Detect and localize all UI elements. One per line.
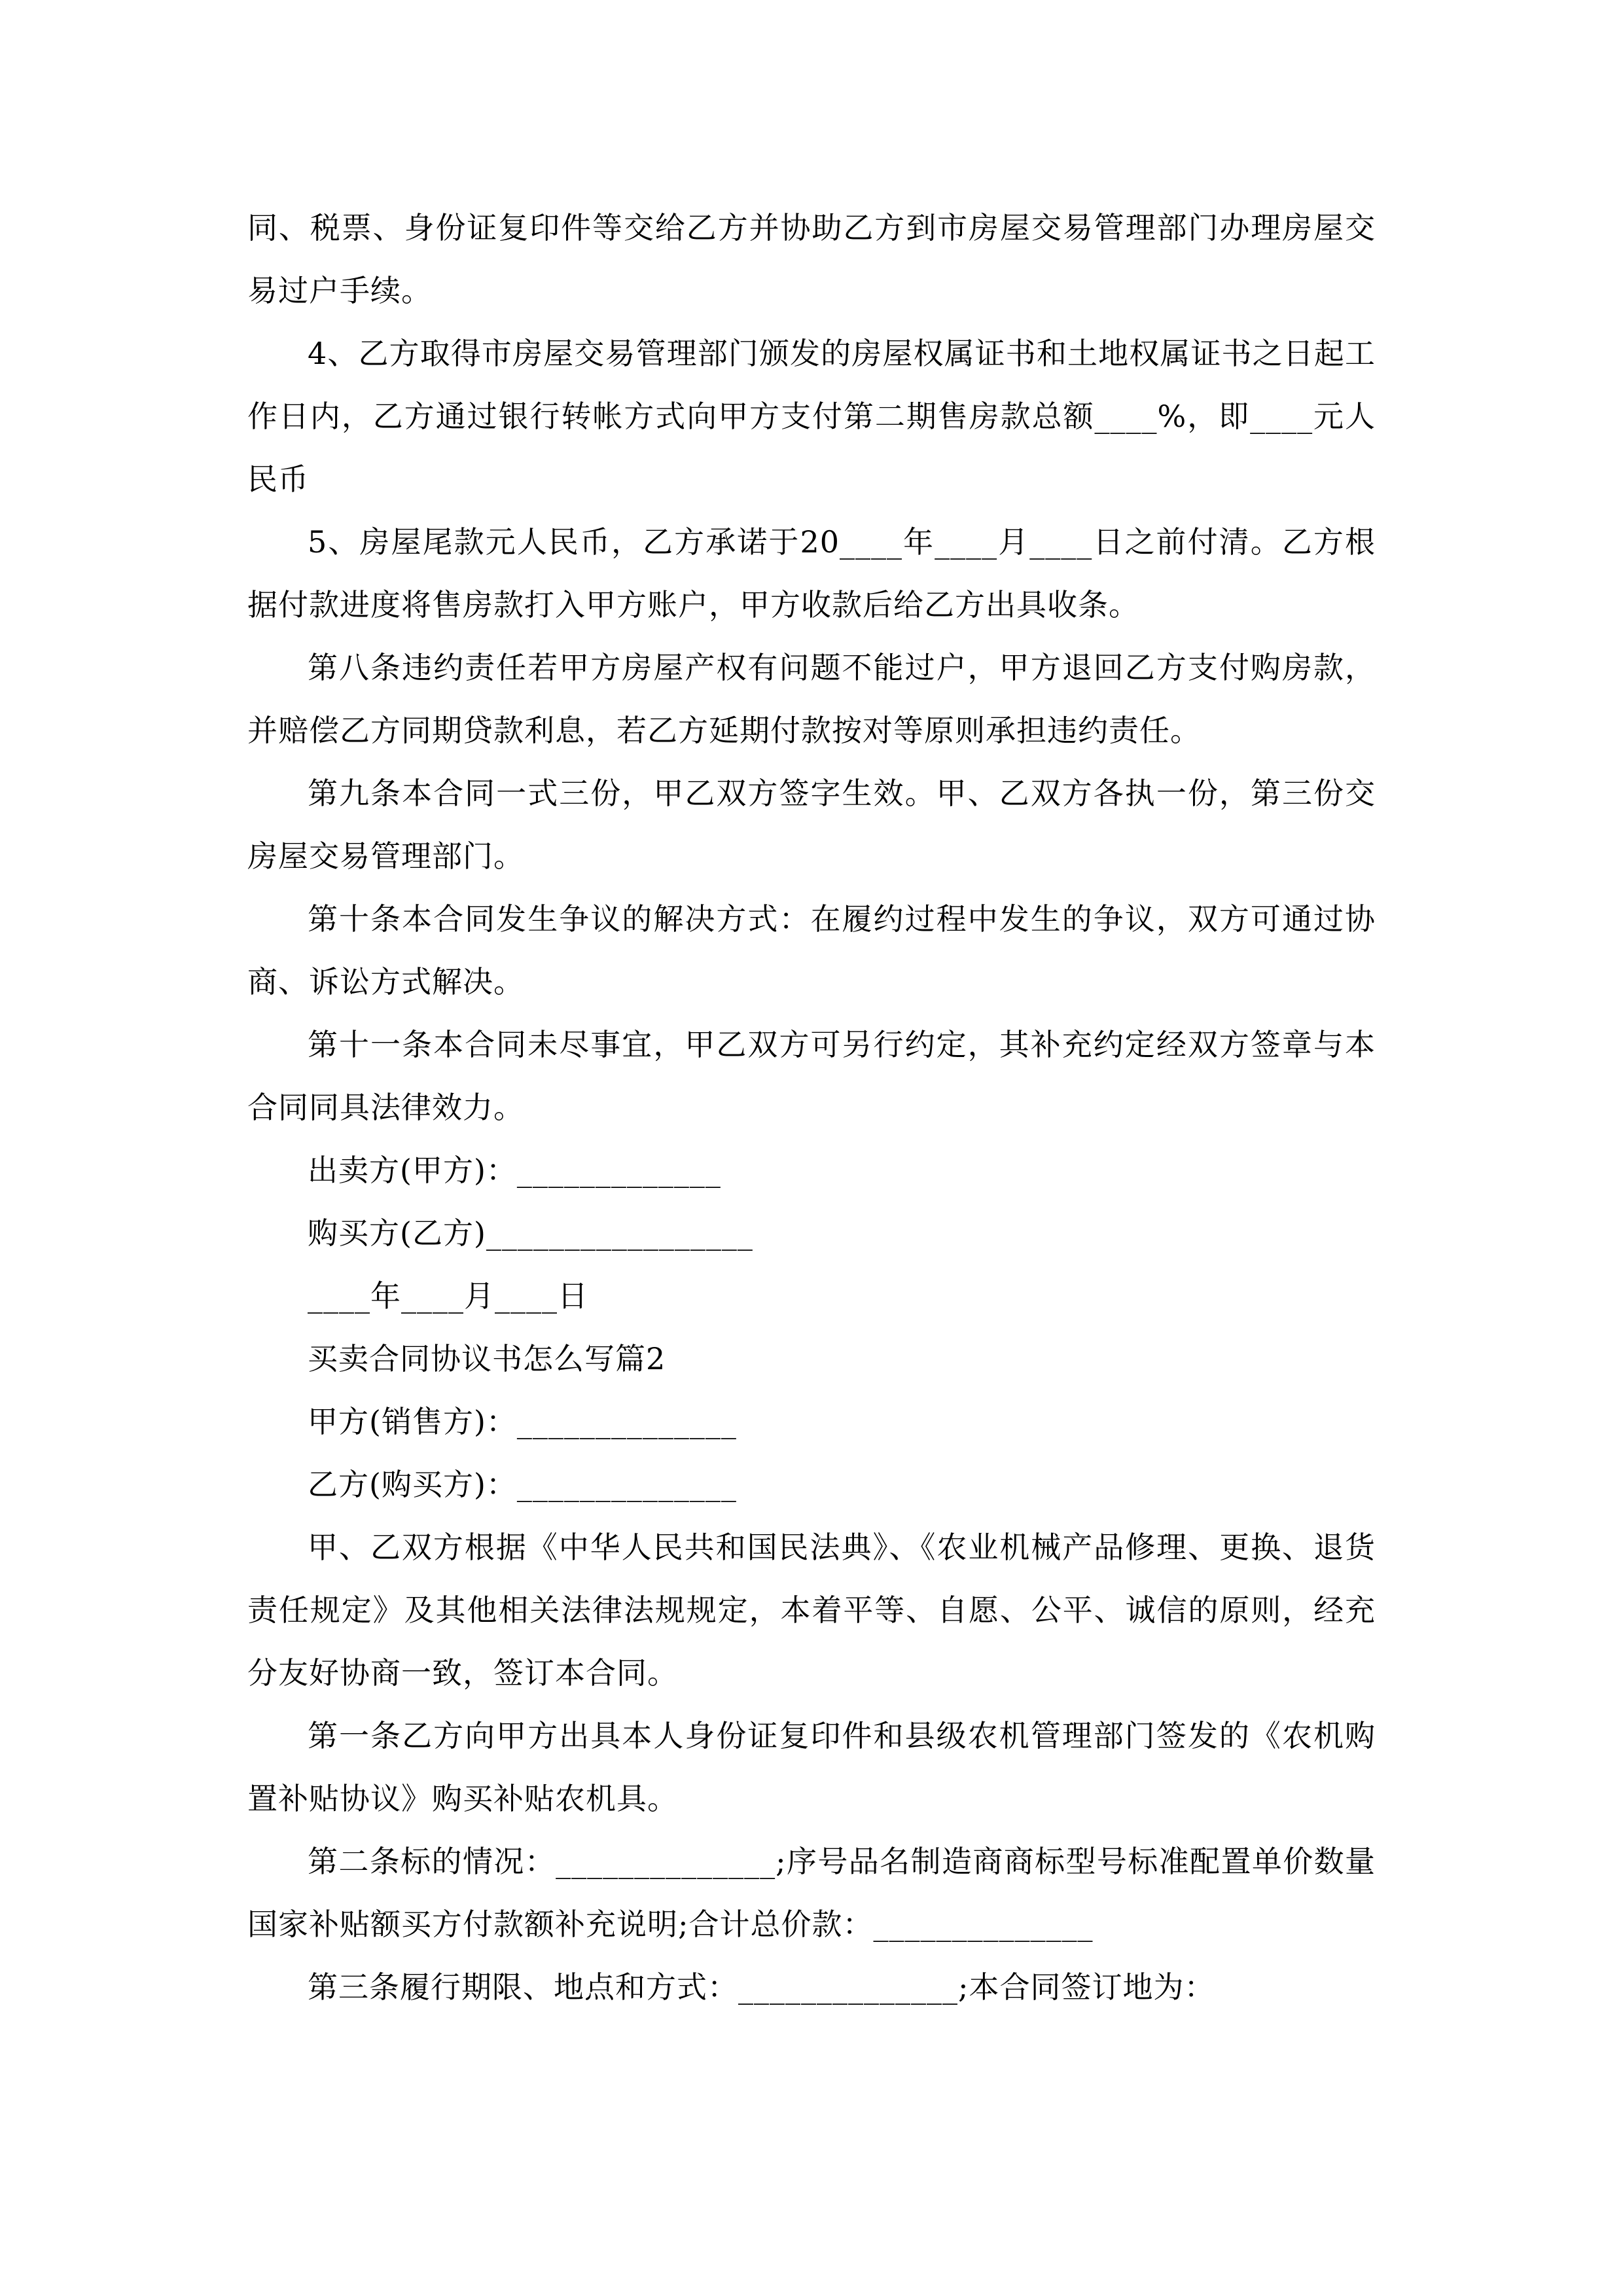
paragraph-final-payment: 5、房屋尾款元人民币，乙方承诺于20____年____月____日之前付清。乙方根据付款进度将售房款打入甲方账户，甲方收款后给乙方出具收条。 [247,524,1376,622]
paragraph-preamble: 甲、乙双方根据《中华人民共和国民法典》、《农业机械产品修理、更换、退货责任规定》及其他相关法律法规规定，本着平等、自愿、公平、诚信的原则，经充分友好协商一致，签订本合同。 [247,1530,1376,1691]
paragraph-article-1: 第一条乙方向甲方出具本人身份证复印件和县级农机管理部门签发的《农机购置补贴协议》购买补贴农机具。 [247,1718,1376,1816]
document-body [247,196,1376,2018]
section-heading-part-2: 买卖合同协议书怎么写篇2 [308,1341,666,1376]
paragraph-article-9-copies: 第九条本合同一式三份，甲乙双方签字生效。甲、乙双方各执一份，第三份交房屋交易管理部门。 [247,776,1376,874]
paragraph-second-payment: 4、乙方取得市房屋交易管理部门颁发的房屋权属证书和土地权属证书之日起工作日内，乙方通过银行转帐方式向甲方支付第二期售房款总额____%，即____元人民币 [247,336,1376,497]
party-a-seller-line: 甲方(销售方)：______________ [308,1404,737,1439]
paragraph-article-2: 第二条标的情况：______________;序号品名制造商商标型号标准配置单价数量国家补贴额买方付款额补充说明;合计总价款：______________ [247,1844,1376,1942]
paragraph-article-10-disputes: 第十条本合同发生争议的解决方式：在履约过程中发生的争议，双方可通过协商、诉讼方式解决。 [247,901,1376,999]
seller-signature-line: 出卖方(甲方)：_____________ [308,1153,721,1188]
paragraph-article-11-supplement: 第十一条本合同未尽事宜，甲乙双方可另行约定，其补充约定经双方签章与本合同同具法律效力。 [247,1027,1376,1125]
party-b-buyer-line: 乙方(购买方)：______________ [308,1467,737,1502]
paragraph-article-3: 第三条履行期限、地点和方式：______________;本合同签订地为： [308,1969,1215,2005]
paragraph-article-8-liability: 第八条违约责任若甲方房屋产权有问题不能过户，甲方退回乙方支付购房款，并赔偿乙方同期贷款利息，若乙方延期付款按对等原则承担违约责任。 [247,650,1376,748]
buyer-signature-line: 购买方(乙方)_________________ [308,1215,753,1251]
date-line: ____年____月____日 [308,1278,588,1314]
paragraph-transfer-procedure: 同、税票、身份证复印件等交给乙方并协助乙方到市房屋交易管理部门办理房屋交易过户手续。 [247,210,1376,308]
